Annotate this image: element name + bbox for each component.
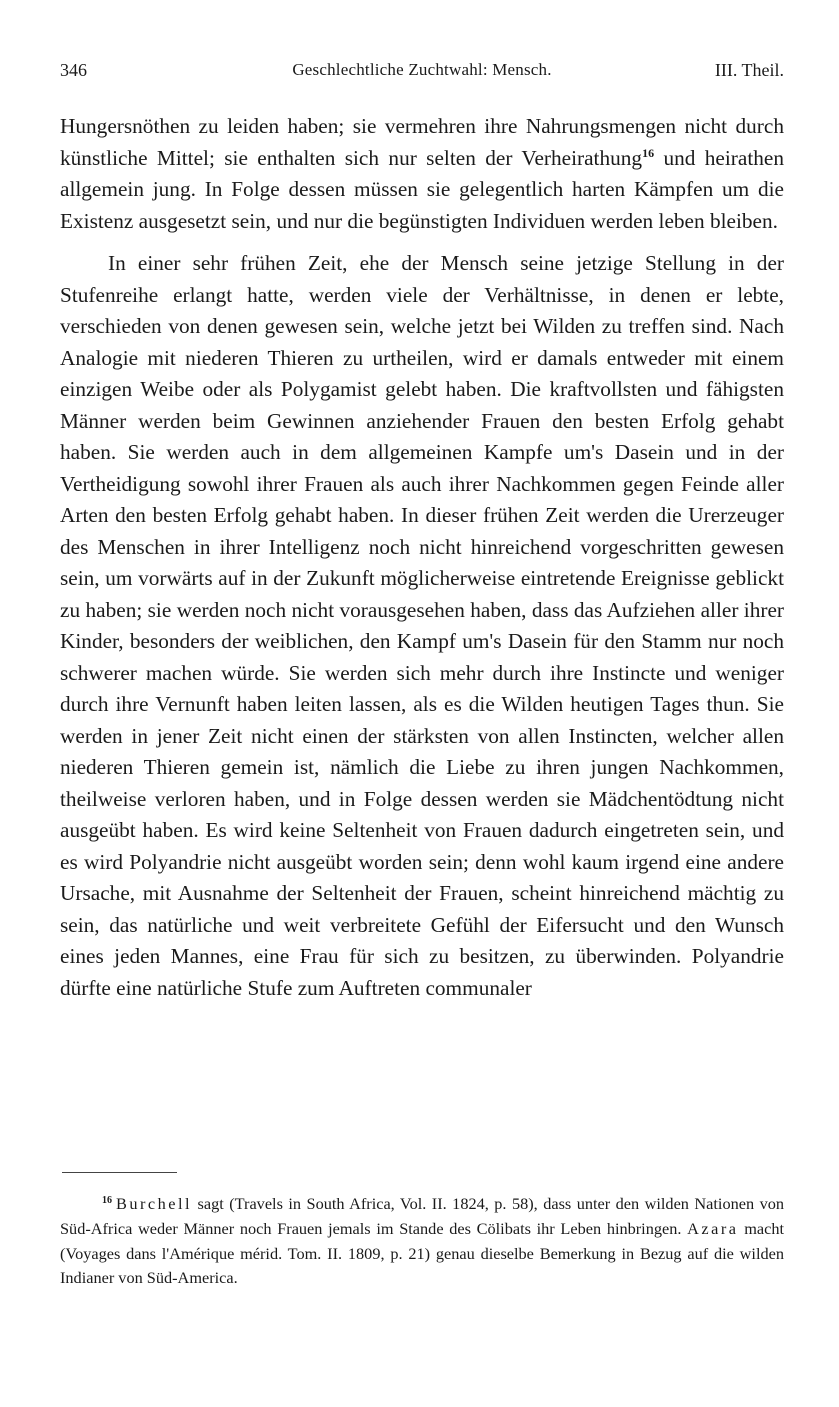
paragraph-1 — [60, 111, 784, 237]
page-header — [60, 60, 784, 88]
paragraph-2: In einer sehr frühen Zeit, ehe der Mensch seine jetzige Stellung in der Stufenreihe erlangt hatte, werden viele der Verhältnisse, in denen er lebte, verschieden von denen gewesen sein, welche jetzt bei Wilden zu treffen sind. Nach Analogie mit niederen Thieren zu urtheilen, wird er damals entweder mit einem einzigen Weibe oder als Polygamist gelebt haben. Die kraftvollsten und fähigsten Männer werden beim Gewinnen anziehender Frauen den besten Erfolg gehabt haben. Sie werden auch in dem allgemeinen Kampfe um's Dasein und in der Vertheidigung sowohl ihrer Frauen als auch ihrer Nachkommen gegen Feinde aller Arten den besten Erfolg gehabt haben. In dieser frühen Zeit werden die Urerzeuger des Menschen in ihrer Intelligenz noch nicht hinreichend vorgeschritten gewesen sein, um vorwärts auf in der Zukunft möglicherweise eintretende Ereignisse geblickt zu haben; sie werden noch nicht vorausgesehen haben, dass das Aufziehen aller ihrer Kinder, besonders der weiblichen, den Kampf um's Dasein für den Stamm nur noch schwerer machen würde. Sie werden sich mehr durch ihre Instincte und weniger durch ihre Vernunft haben leiten lassen, als es die Wilden heutigen Tages thun. Sie werden in jener Zeit nicht einen der stärksten von allen Instincten, welcher allen niederen Thieren gemein ist, nämlich die Liebe zu ihren jungen Nachkommen, theilweise verloren haben, und in Folge dessen werden sie Mädchentödtung nicht ausgeübt haben. Es wird keine Seltenheit von Frauen dadurch eingetreten sein, und es wird Polyandrie nicht ausgeübt worden sein; denn wohl kaum irgend eine andere Ursache, mit Ausnahme der Seltenheit der Frauen, scheint hinreichend mächtig zu sein, das natürliche und weit verbreitete Gefühl der Eifersucht und den Wunsch eines jeden Mannes, eine Frau für sich zu besitzen, zu überwinden. Polyandrie dürfte eine natürliche Stufe zum Auftreten communaler — [60, 251, 784, 1000]
page-number: 346 — [60, 60, 87, 80]
footnote-author-burchell: Burchell — [116, 1194, 193, 1213]
part-label: III. Theil. — [714, 60, 784, 80]
footnote-reference: 16 — [642, 145, 655, 160]
paragraph-1-text-b: und heirathen allgemein jung. In Folge dessen müssen sie gelegentlich harten Kämpfen um die Existenz ausgesetzt sein, und nur die begünstigten Individuen werden leben bleiben. — [60, 145, 784, 233]
footnote-separator — [62, 1172, 177, 1173]
footnote-mark: 16 — [102, 1194, 112, 1206]
running-title: Geschlechtliche Zuchtwahl: Mensch. — [292, 60, 552, 79]
footnote-author-azara: Azara — [687, 1218, 739, 1238]
paragraph-1-text-a: Hungersnöthen zu leiden haben; sie vermehren ihre Nahrungsmengen nicht durch künstliche Mittel; sie enthalten sich nur selten der Verheirathung — [60, 114, 784, 170]
main-text — [60, 111, 784, 1004]
footnote-text-2: macht (Voyages dans l'Amérique mérid. Tom. II. 1809, p. 21) genau dieselbe Bemerkung in Bezug auf die wilden Indianer von Süd-America. — [60, 1218, 784, 1288]
footnote-text-1: sagt (Travels in South Africa, Vol. II. 1824, p. 58), dass unter den wilden Nationen von Süd-Africa weder Männer noch Frauen jemals im Stande des Cölibats ihr Leben hinbringen. — [60, 1194, 784, 1238]
footnote — [60, 1192, 784, 1291]
